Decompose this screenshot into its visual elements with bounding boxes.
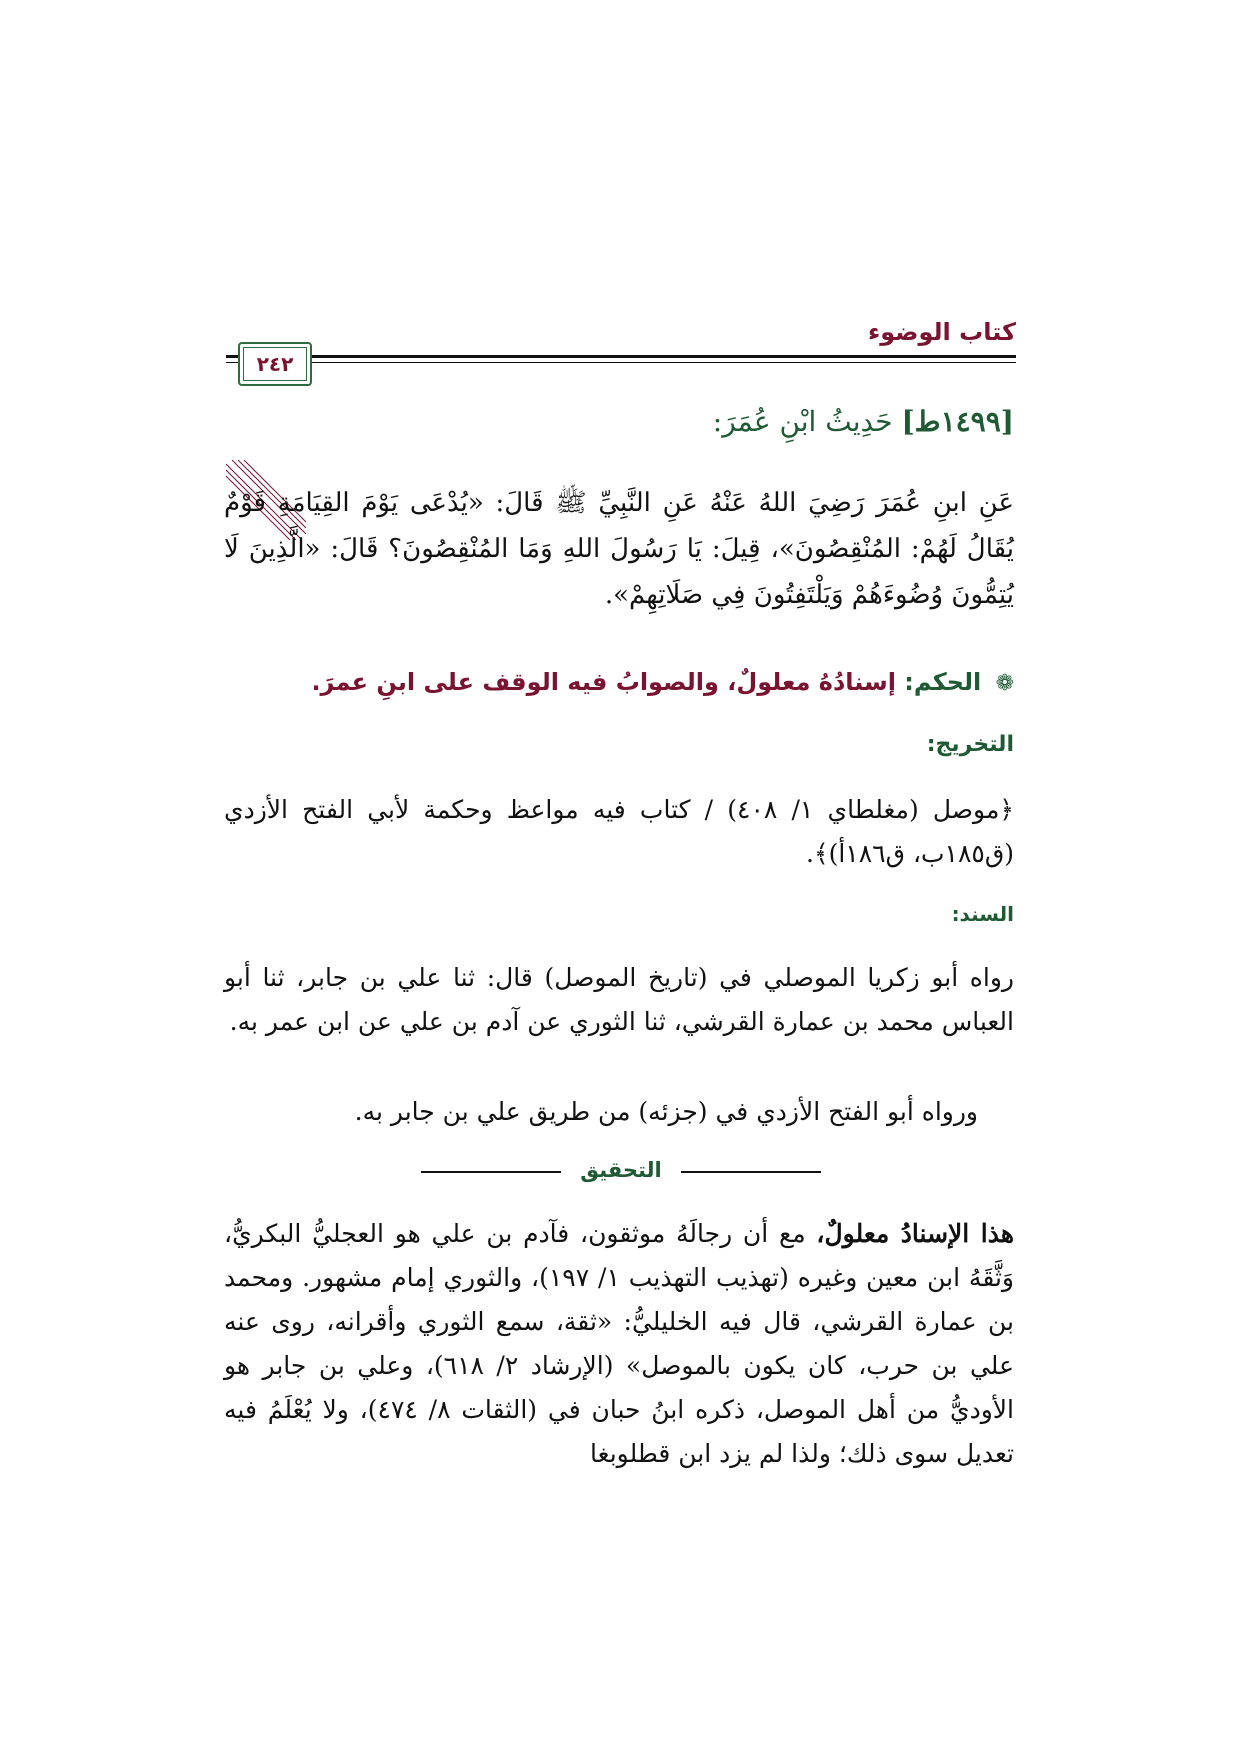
ruling-line — [224, 668, 1014, 696]
ruling-text: إسنادُهُ معلولٌ، والصوابُ فيه الوقف على ابنِ عمرَ. — [311, 668, 896, 696]
hadith-number: [١٤٩٩ط] — [901, 405, 1014, 438]
ruling-label: الحكم: — [904, 668, 982, 696]
flower-ornament-icon: ❁ — [995, 671, 1014, 696]
divider-line — [421, 1171, 561, 1173]
tahqiq-label: التحقيق — [570, 1158, 671, 1182]
hadith-heading — [224, 405, 1014, 438]
sanad-paragraph: رواه أبو زكريا الموصلي في (تاريخ الموصل) قال: ثنا علي بن جابر، ثنا أبو العباس محمد بن عمارة القرشي، ثنا الثوري عن آدم بن علي عن ابن عمر به. — [224, 963, 1014, 1036]
tahqiq-lead: هذا الإسنادُ معلولٌ، — [816, 1219, 1015, 1248]
page-number-badge — [238, 342, 312, 386]
sanad-label: السند: — [951, 902, 1014, 926]
page-header — [226, 318, 1016, 388]
hadith-matn: عَنِ ابنِ عُمَرَ رَضِيَ اللهُ عَنْهُ عَنِ النَّبِيِّ ﷺ قَالَ: «يُدْعَى يَوْمَ القِيَامَةِ قَوْمٌ يُقَالُ لَهُمْ: المُنْقِصُونَ»، قِيلَ: يَا رَسُولَ اللهِ وَمَا المُنْقِصُونَ؟ قَالَ: «الَّذِينَ لَا يُتِمُّونَ وُضُوءَهُمْ وَيَلْتَفِتُونَ فِي صَلَاتِهِمْ». — [224, 488, 1014, 610]
tahqiq-paragraph — [224, 1212, 1014, 1476]
tahqiq-text: مع أن رجالَهُ موثقون، فآدم بن علي هو العجليُّ البكريُّ، وَثَّقَهُ ابن معين وغيره (تهذيب التهذيب ١/ ١٩٧)، والثوري إمام مشهور. ومحمد بن عمارة القرشي، قال فيه الخليليُّ: «ثقة، سمع الثوري وأقرانه، روى عنه علي بن حرب، كان يكون بالموصل» (الإرشاد ٢/ ٦١٨)، وعلي بن جابر هو الأوديُّ من أهل الموصل، ذكره ابنُ حبان في (الثقات ٨/ ٤٧٤)، ولا يُعْلَمُ فيه تعديل سوى ذلك؛ ولذا لم يزد ابن قطلوبغا — [224, 1219, 1014, 1468]
header-rule — [226, 355, 1016, 358]
tahqiq-divider — [226, 1150, 1016, 1190]
takhrij-label: التخريج: — [926, 732, 1014, 757]
hadith-title: حَدِيثُ ابْنِ عُمَرَ: — [712, 405, 893, 438]
takhrij-text: ﴿موصل (مغلطاي ١/ ٤٠٨) / كتاب فيه مواعظ وحكمة لأبي الفتح الأزدي (ق١٨٥ب، ق١٨٦أ)﴾. — [224, 795, 1014, 868]
divider-line — [681, 1171, 821, 1173]
page-number: ٢٤٢ — [256, 352, 294, 376]
book-title: كتاب الوضوء — [867, 318, 1016, 346]
sanad-paragraph-2: ورواه أبو الفتح الأزدي في (جزئه) من طريق علي بن جابر به. — [354, 1097, 978, 1126]
header-rule-thin — [226, 362, 1016, 363]
